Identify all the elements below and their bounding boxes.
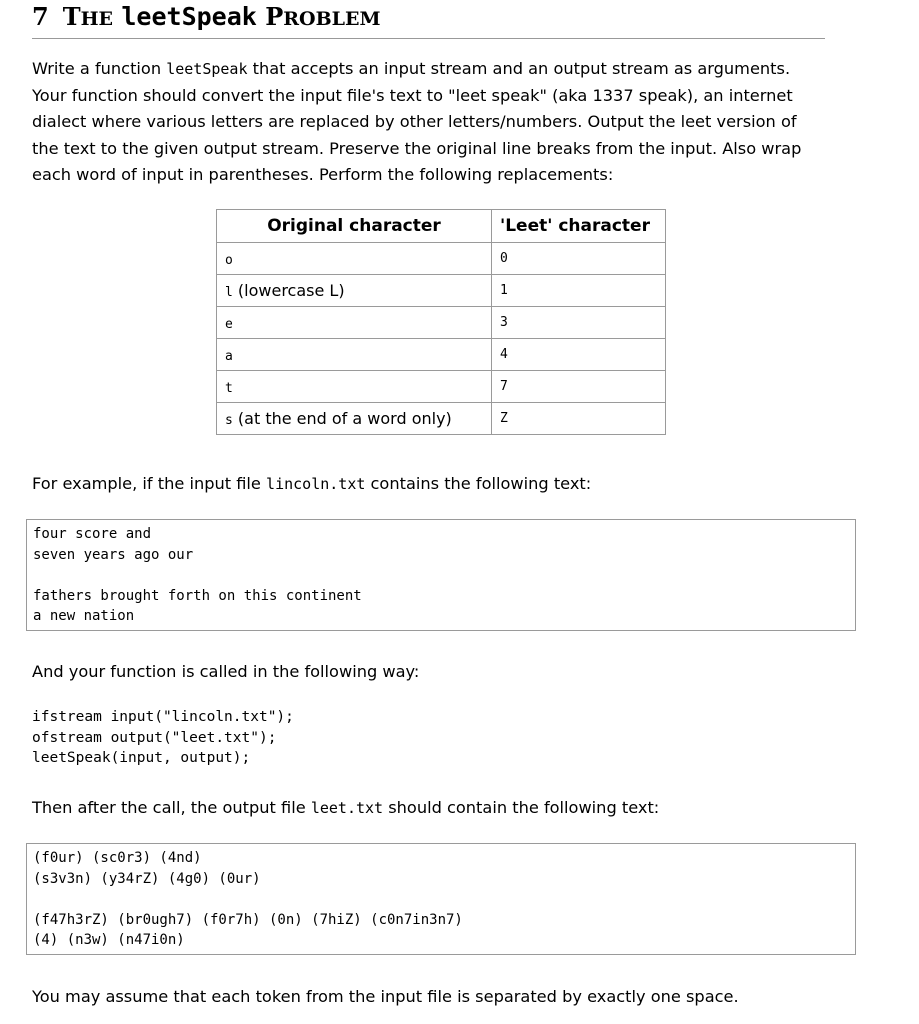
original-char: a: [225, 349, 233, 364]
example-intro-text-b: contains the following text:: [365, 474, 592, 493]
output-blank-line: [33, 889, 849, 910]
input-file-box: [26, 519, 856, 631]
header-original: Original character: [217, 210, 492, 243]
input-blank-line: [33, 565, 849, 586]
original-cell: [217, 403, 492, 435]
title-problem-rest: ROBLEM: [283, 8, 381, 30]
original-char: l: [225, 285, 233, 300]
leet-cell: 7: [492, 371, 666, 403]
output-file-box: [26, 843, 856, 955]
intro-line-4: the text to the given output stream. Preserve the original line breaks from the input. Also wrap: [32, 138, 802, 158]
input-line: four score and: [33, 526, 152, 542]
problem-title: [32, 2, 825, 39]
example-intro: [32, 471, 852, 498]
output-intro: [32, 795, 852, 822]
original-cell: [217, 275, 492, 307]
output-intro-text-b: should contain the following text:: [383, 798, 660, 817]
table-row: [217, 275, 666, 307]
title-the-initial: T: [62, 2, 81, 31]
intro-line-5: each word of input in parentheses. Perform the following replacements:: [32, 165, 614, 185]
intro-line-1: [32, 56, 852, 83]
closing-note: You may assume that each token from the input file is separated by exactly one space.: [32, 987, 739, 1006]
table-row: [217, 307, 666, 339]
leet-cell: 3: [492, 307, 666, 339]
original-note: (lowercase L): [232, 281, 345, 300]
original-note: (at the end of a word only): [232, 409, 452, 428]
original-cell: [217, 307, 492, 339]
leet-cell: Z: [492, 403, 666, 435]
table-row: [217, 339, 666, 371]
table-row: [217, 403, 666, 435]
call-code-block: [32, 707, 294, 769]
output-intro-text-a: Then after the call, the output file: [32, 798, 311, 817]
output-line: (f47h3rZ) (br0ugh7) (f0r7h) (0n) (7hiZ) (c0n7in3n7): [33, 911, 463, 928]
input-line: fathers brought forth on this continent: [33, 587, 362, 604]
replacement-table: [216, 209, 666, 435]
original-char: e: [225, 317, 233, 332]
output-filename: leet.txt: [310, 799, 384, 817]
intro-line-2: Your function should convert the input file's text to "leet speak" (aka 1337 speak), an internet: [32, 85, 793, 105]
output-line: (s3v3n) (y34rZ) (4g0) (0ur): [33, 870, 261, 887]
output-line: (4) (n3w) (n47i0n): [33, 932, 185, 948]
output-line: (f0ur) (sc0r3) (4nd): [33, 850, 202, 866]
problem-number: 7: [32, 2, 49, 31]
intro-line-1-text-a: Write a function: [32, 59, 167, 78]
code-line: ifstream input("lincoln.txt");: [32, 709, 294, 725]
intro-function-name: leetSpeak: [166, 60, 248, 78]
input-filename: lincoln.txt: [266, 475, 366, 493]
title-the-rest: HE: [80, 8, 113, 30]
original-char: s: [225, 413, 233, 428]
code-line: ofstream output("leet.txt");: [32, 729, 277, 746]
input-line: seven years ago our: [33, 546, 194, 563]
title-problem-initial: P: [265, 2, 284, 31]
leet-cell: 0: [492, 243, 666, 275]
original-char: o: [225, 253, 233, 268]
original-cell: [217, 243, 492, 275]
intro-line-1-text-b: that accepts an input stream and an output stream as arguments.: [247, 59, 791, 78]
original-cell: [217, 371, 492, 403]
intro-paragraph: [32, 56, 852, 189]
intro-line-3: dialect where various letters are replaced by other letters/numbers. Output the leet version of: [32, 112, 797, 132]
call-intro: And your function is called in the following way:: [32, 662, 420, 681]
leet-cell: 4: [492, 339, 666, 371]
code-line: leetSpeak(input, output);: [32, 750, 251, 766]
table-row: [217, 243, 666, 275]
title-function-name: leetSpeak: [121, 2, 257, 31]
table-row: [217, 371, 666, 403]
example-intro-text-a: For example, if the input file: [32, 474, 267, 493]
original-cell: [217, 339, 492, 371]
header-leet: 'Leet' character: [492, 210, 666, 243]
leet-cell: 1: [492, 275, 666, 307]
original-char: t: [225, 381, 233, 396]
table-header-row: [217, 210, 666, 243]
input-line: a new nation: [33, 608, 135, 624]
